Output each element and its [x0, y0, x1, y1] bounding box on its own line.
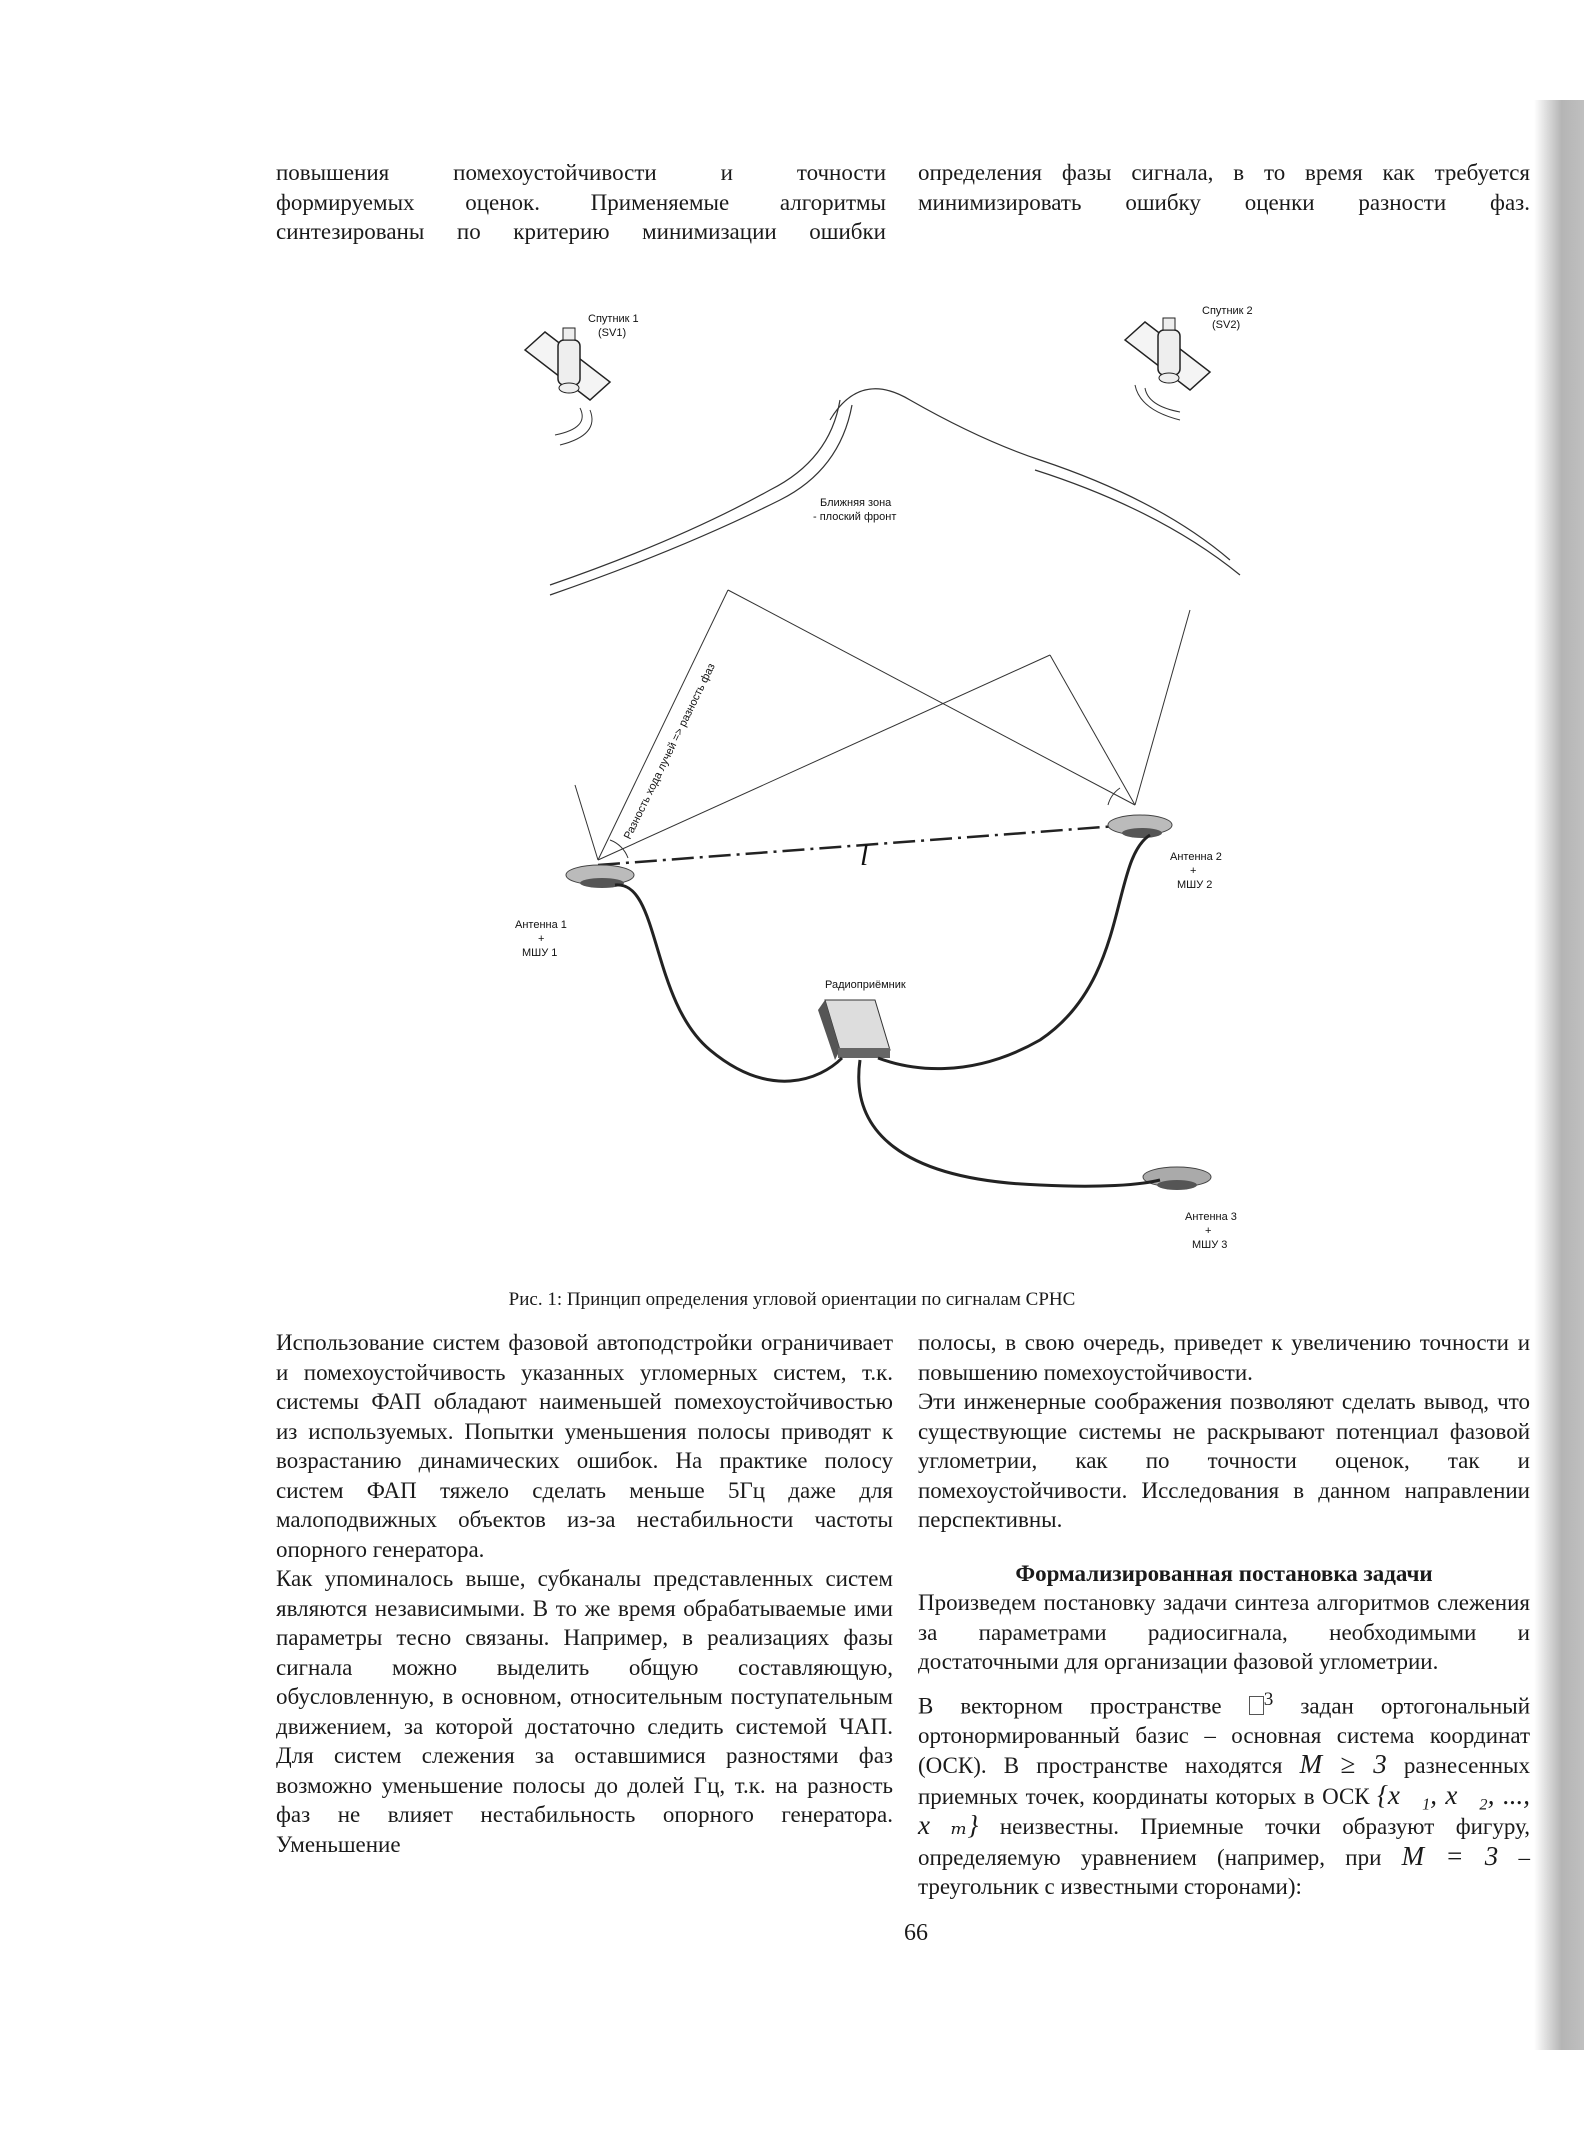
satellite-2-icon	[1125, 318, 1210, 420]
text-span: задан ортогональный ортонормированный базис – основная система координат (ОСК). В пространстве находятся	[918, 1693, 1530, 1779]
angular-orientation-diagram	[480, 280, 1320, 1280]
text-span: неизвестны. Приемные точки образуют фигуру, определяемую уравнением (например, при	[918, 1814, 1531, 1870]
math-expression: M ≥ 3	[1299, 1749, 1387, 1780]
svg-text:l: l	[860, 839, 869, 872]
text-line: синтезированы по критерию минимизации ошибки	[276, 219, 886, 244]
figure-diagram	[480, 280, 1320, 1280]
text-span: разнесенных приемных точек, координаты которых в ОСК	[918, 1753, 1531, 1809]
real-space-symbol-icon	[1249, 1696, 1264, 1715]
svg-text:Спутник 1: Спутник 1	[588, 313, 639, 325]
satellite-1-icon	[525, 328, 610, 445]
math-expression: {x⃗₁, x⃗₂, ..., x⃗ₘ}	[918, 1779, 1530, 1841]
text-line: определения фазы сигнала, в то время как требуется	[918, 160, 1530, 185]
paragraph-formal-statement	[918, 1685, 1530, 1902]
top-right-column	[918, 158, 1530, 217]
page-number: 66	[904, 1920, 928, 1946]
paragraph: Как упоминалось выше, субканалы представленных систем являются независимыми. В то же время обрабатываемые ими параметры тесно связаны. Например, в реализациях фазы сигнала можно выделить общую составляющую, обусловленную, в основном, относительным поступательным движением, за которой достаточно следить системой ЧАП. Для систем слежения за оставшимися разностями фаз возможно уменьшение полосы до долей Гц, т.к. на разность фаз не влияет нестабильность опорного генератора. Уменьшение	[276, 1566, 893, 1857]
superscript: 3	[1263, 1688, 1274, 1710]
svg-text:Антенна 2: Антенна 2	[1170, 851, 1222, 863]
paragraph: Эти инженерные соображения позволяют сделать вывод, что существующие системы не раскрывают потенциал фазовой углометрии, как по точности оценок, так и помехоустойчивости. Исследования в данном направлении перспективны.	[918, 1389, 1530, 1532]
svg-text:+: +	[538, 933, 545, 945]
svg-text:Ближняя зона: Ближняя зона	[820, 497, 892, 509]
figure-caption: Рис. 1: Принцип определения угловой ориентации по сигналам СРНС	[508, 1289, 1076, 1310]
text-line: минимизировать ошибку оценки разности фаз.	[918, 189, 1530, 215]
svg-text:+: +	[1190, 865, 1197, 877]
math-expression: M = 3	[1401, 1840, 1499, 1871]
svg-text:- плоский фронт: - плоский фронт	[813, 511, 897, 523]
scan-edge-shadow	[1534, 100, 1584, 2050]
svg-text:Разность хода лучей => разност: Разность хода лучей => разность фаз	[621, 661, 718, 842]
text-line: повышения помехоустойчивости и точности	[276, 160, 886, 185]
text-line: формируемых оценок. Применяемые алгоритмы	[276, 189, 886, 215]
antenna-3-icon	[1143, 1167, 1211, 1190]
section-heading: Формализированная постановка задачи	[1015, 1560, 1433, 1586]
svg-text:Радиоприёмник: Радиоприёмник	[825, 979, 906, 991]
svg-text:Антенна 1: Антенна 1	[515, 919, 567, 931]
svg-text:Антенна 3: Антенна 3	[1185, 1211, 1237, 1223]
svg-text:МШУ 3: МШУ 3	[1192, 1239, 1228, 1251]
svg-text:(SV1): (SV1)	[598, 327, 627, 339]
svg-text:(SV2): (SV2)	[1212, 319, 1241, 331]
radio-receiver-icon	[818, 1000, 890, 1060]
svg-text:Спутник 2: Спутник 2	[1202, 305, 1253, 317]
paragraph: Использование систем фазовой автоподстройки ограничивает и помехоустойчивость указанных угломерных систем, т.к. системы ФАП обладают наименьшей помехоустойчивостью из используемых. Попытки уменьшения полосы приводят к возрастанию динамических ошибок. На практике полосу систем ФАП тяжело сделать меньше 5Гц даже для малоподвижных объектов из-за нестабильности частоты опорного генератора.	[276, 1330, 893, 1562]
paragraph: полосы, в свою очередь, приведет к увеличению точности и повышению помехоустойчивости.	[918, 1330, 1530, 1385]
bottom-left-column	[276, 1328, 893, 1859]
text-span: – треугольник с известными сторонами):	[918, 1844, 1531, 1900]
bottom-right-column	[918, 1328, 1530, 1902]
top-left-column	[276, 158, 886, 247]
antenna-2-icon	[1108, 815, 1172, 838]
svg-text:+: +	[1205, 1225, 1212, 1237]
svg-text:МШУ 1: МШУ 1	[522, 947, 558, 959]
text-span: В векторном пространстве	[918, 1693, 1222, 1719]
svg-text:МШУ 2: МШУ 2	[1177, 879, 1213, 891]
paragraph: Произведем постановку задачи синтеза алгоритмов слежения за параметрами радиосигнала, необходимыми и достаточными для организации фазовой углометрии.	[918, 1590, 1530, 1674]
